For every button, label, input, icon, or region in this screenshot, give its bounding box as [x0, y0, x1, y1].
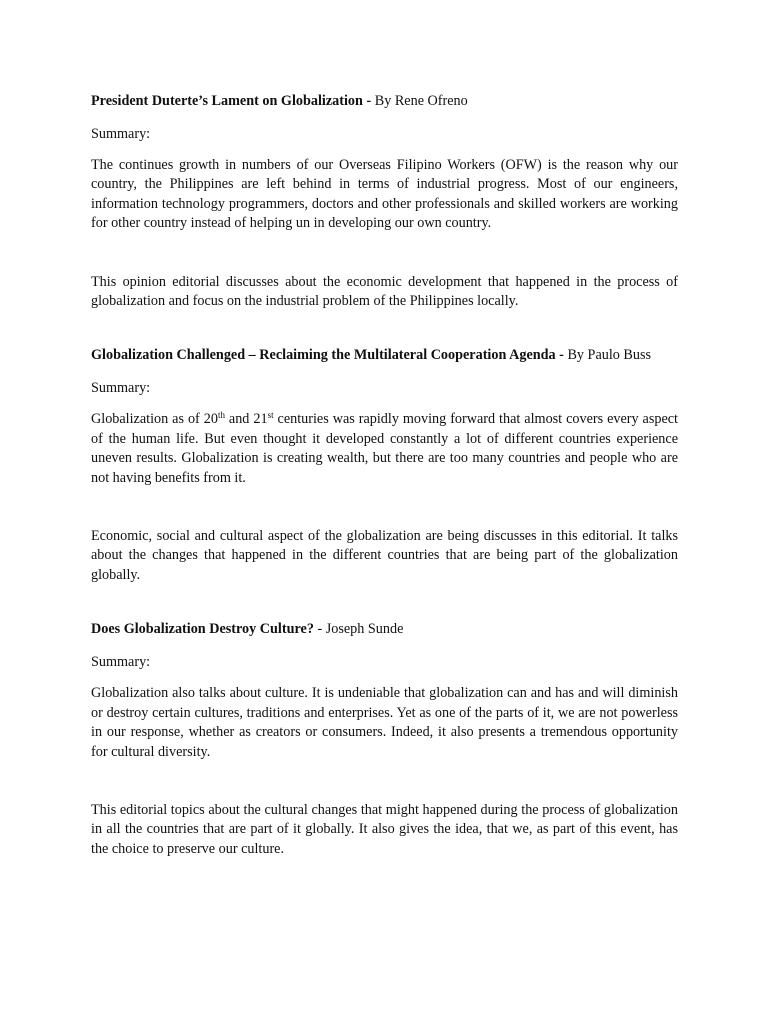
- ordinal-suffix: th: [217, 410, 225, 421]
- article-heading: [91, 91, 678, 111]
- ordinal-suffix: st: [267, 410, 274, 421]
- article-title: Does Globalization Destroy Culture?: [91, 621, 314, 638]
- summary-paragraph: The continues growth in numbers of our Overseas Filipino Workers (OFW) is the reason why our country, the Philippines are left behind in terms of industrial progress. Most of our engineers, information technology programmers, doctors and other professionals and skilled workers are working for other country instead of helping un in developing our own country.: [91, 157, 678, 232]
- summary-paragraph: [91, 410, 678, 488]
- summary-paragraph: Globalization also talks about culture. It is undeniable that globalization can and has and will diminish or destroy certain cultures, traditions and enterprises. Yet as one of the parts of it, we are not powerless in our response, whether as creators or consumers. Indeed, it also presents a tremendous opportunity for cultural diversity.: [91, 685, 678, 760]
- article-duterte-lament: [91, 91, 678, 311]
- article-title: President Duterte’s Lament on Globalization -: [91, 93, 372, 109]
- article-globalization-challenged: [91, 345, 678, 585]
- document-page: [91, 91, 678, 859]
- opinion-paragraph: Economic, social and cultural aspect of the globalization are being discusses in this editorial. It talks about the changes that happened in the different countries that are being part of the globalization globally.: [91, 528, 678, 583]
- summary-label: Summary:: [91, 654, 151, 671]
- article-title: Globalization Challenged – Reclaiming the Multilateral Cooperation Agenda -: [91, 347, 564, 364]
- summary-text-part: and 21: [224, 411, 268, 428]
- article-byline: By Paulo Buss: [563, 347, 652, 364]
- article-byline: - Joseph Sunde: [313, 621, 404, 638]
- article-heading: [91, 345, 678, 365]
- opinion-paragraph: This opinion editorial discusses about the economic development that happened in the process of globalization and focus on the industrial problem of the Philippines locally.: [91, 273, 678, 310]
- article-heading: [91, 619, 678, 639]
- opinion-paragraph: This editorial topics about the cultural changes that might happened during the process of globalization in all the countries that are part of it globally. It also gives the idea, that we, as part of this event, has the choice to preserve our culture.: [91, 801, 678, 857]
- summary-label: Summary:: [91, 126, 151, 142]
- article-destroy-culture: [91, 619, 678, 859]
- summary-label: Summary:: [91, 380, 151, 397]
- summary-text-part: Globalization as of 20: [91, 411, 218, 428]
- summary-text-part: centuries was rapidly moving forward that almost covers every aspect of the human life. But even thought it developed constantly a lot of different countries experience uneven results. Globalization is creating wealth, but there are too many countries and people who are not having benefits from it.: [91, 411, 678, 486]
- article-byline: By Rene Ofreno: [371, 93, 468, 109]
